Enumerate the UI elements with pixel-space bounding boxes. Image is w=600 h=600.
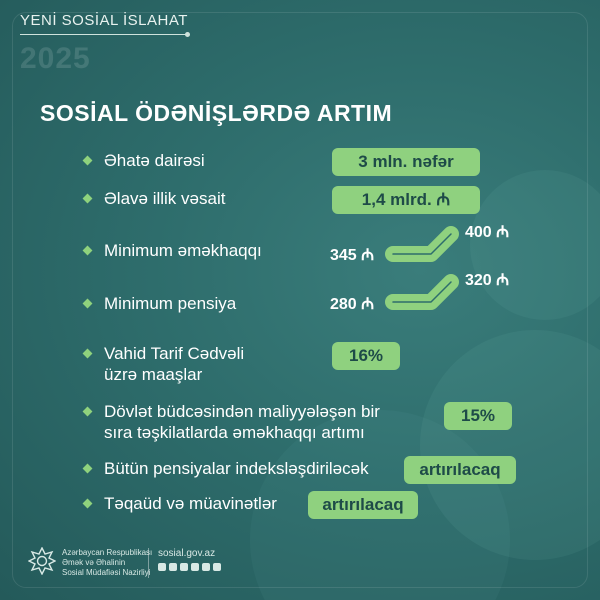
row-label-tariff-line2: üzrə maaşlar [104, 365, 203, 384]
ministry-name-line3: Sosial Müdafiəsi Nazirliyi [62, 568, 151, 577]
row-label-benefits: Təqaüd və müavinətlər [104, 494, 277, 513]
headline: SOSİAL ÖDƏNİŞLƏRDƏ ARTIM [40, 100, 393, 126]
footer-divider [148, 548, 149, 578]
value-tariff: 16% [332, 342, 400, 370]
min-wage-to: 400 ₼ [465, 224, 510, 241]
ministry-name-line1: Azərbaycan Respublikası [62, 548, 153, 557]
row-label-budget-line2: sıra təşkilatlarda əməkhaqqı artımı [104, 423, 365, 442]
value-coverage: 3 mln. nəfər [332, 148, 480, 176]
value-pension-indexation: artırılacaq [404, 456, 516, 484]
value-budget: 15% [444, 402, 512, 430]
ministry-name [62, 548, 152, 578]
min-wage-arrow [385, 222, 465, 262]
row-label-min-wage: Minimum əməkhaqqı [104, 241, 262, 260]
title-underline [20, 34, 186, 35]
row-label-pension-indexation: Bütün pensiyalar indeksləşdiriləcək [104, 459, 369, 478]
social-icons [158, 563, 221, 571]
min-wage-from: 345 ₼ [330, 247, 375, 264]
row-label-min-pension: Minimum pensiya [104, 294, 237, 313]
series-title: YENİ SOSİAL İSLAHAT [20, 12, 188, 29]
linkedin-icon[interactable] [213, 563, 221, 571]
youtube-icon[interactable] [202, 563, 210, 571]
instagram-icon[interactable] [169, 563, 177, 571]
min-pension-to: 320 ₼ [465, 272, 510, 289]
row-label-coverage: Əhatə dairəsi [104, 151, 205, 170]
ministry-name-line2: Əmək və Əhalinin [62, 558, 126, 567]
twitter-icon[interactable] [191, 563, 199, 571]
facebook-icon[interactable] [158, 563, 166, 571]
row-label-budget-line1: Dövlət büdcəsindən maliyyələşən bir [104, 402, 380, 421]
website-link[interactable]: sosial.gov.az [158, 548, 216, 559]
row-label-annual-funds: Əlavə illik vəsait [104, 189, 226, 208]
value-benefits: artırılacaq [308, 491, 418, 519]
min-pension-from: 280 ₼ [330, 296, 375, 313]
year-watermark: 2025 [20, 42, 91, 75]
min-pension-arrow [385, 272, 465, 312]
frame [12, 12, 588, 588]
telegram-icon[interactable] [180, 563, 188, 571]
value-annual-funds: 1,4 mlrd. ₼ [332, 186, 480, 214]
ministry-emblem-icon [28, 547, 56, 575]
row-label-tariff-line1: Vahid Tarif Cədvəli [104, 344, 245, 363]
